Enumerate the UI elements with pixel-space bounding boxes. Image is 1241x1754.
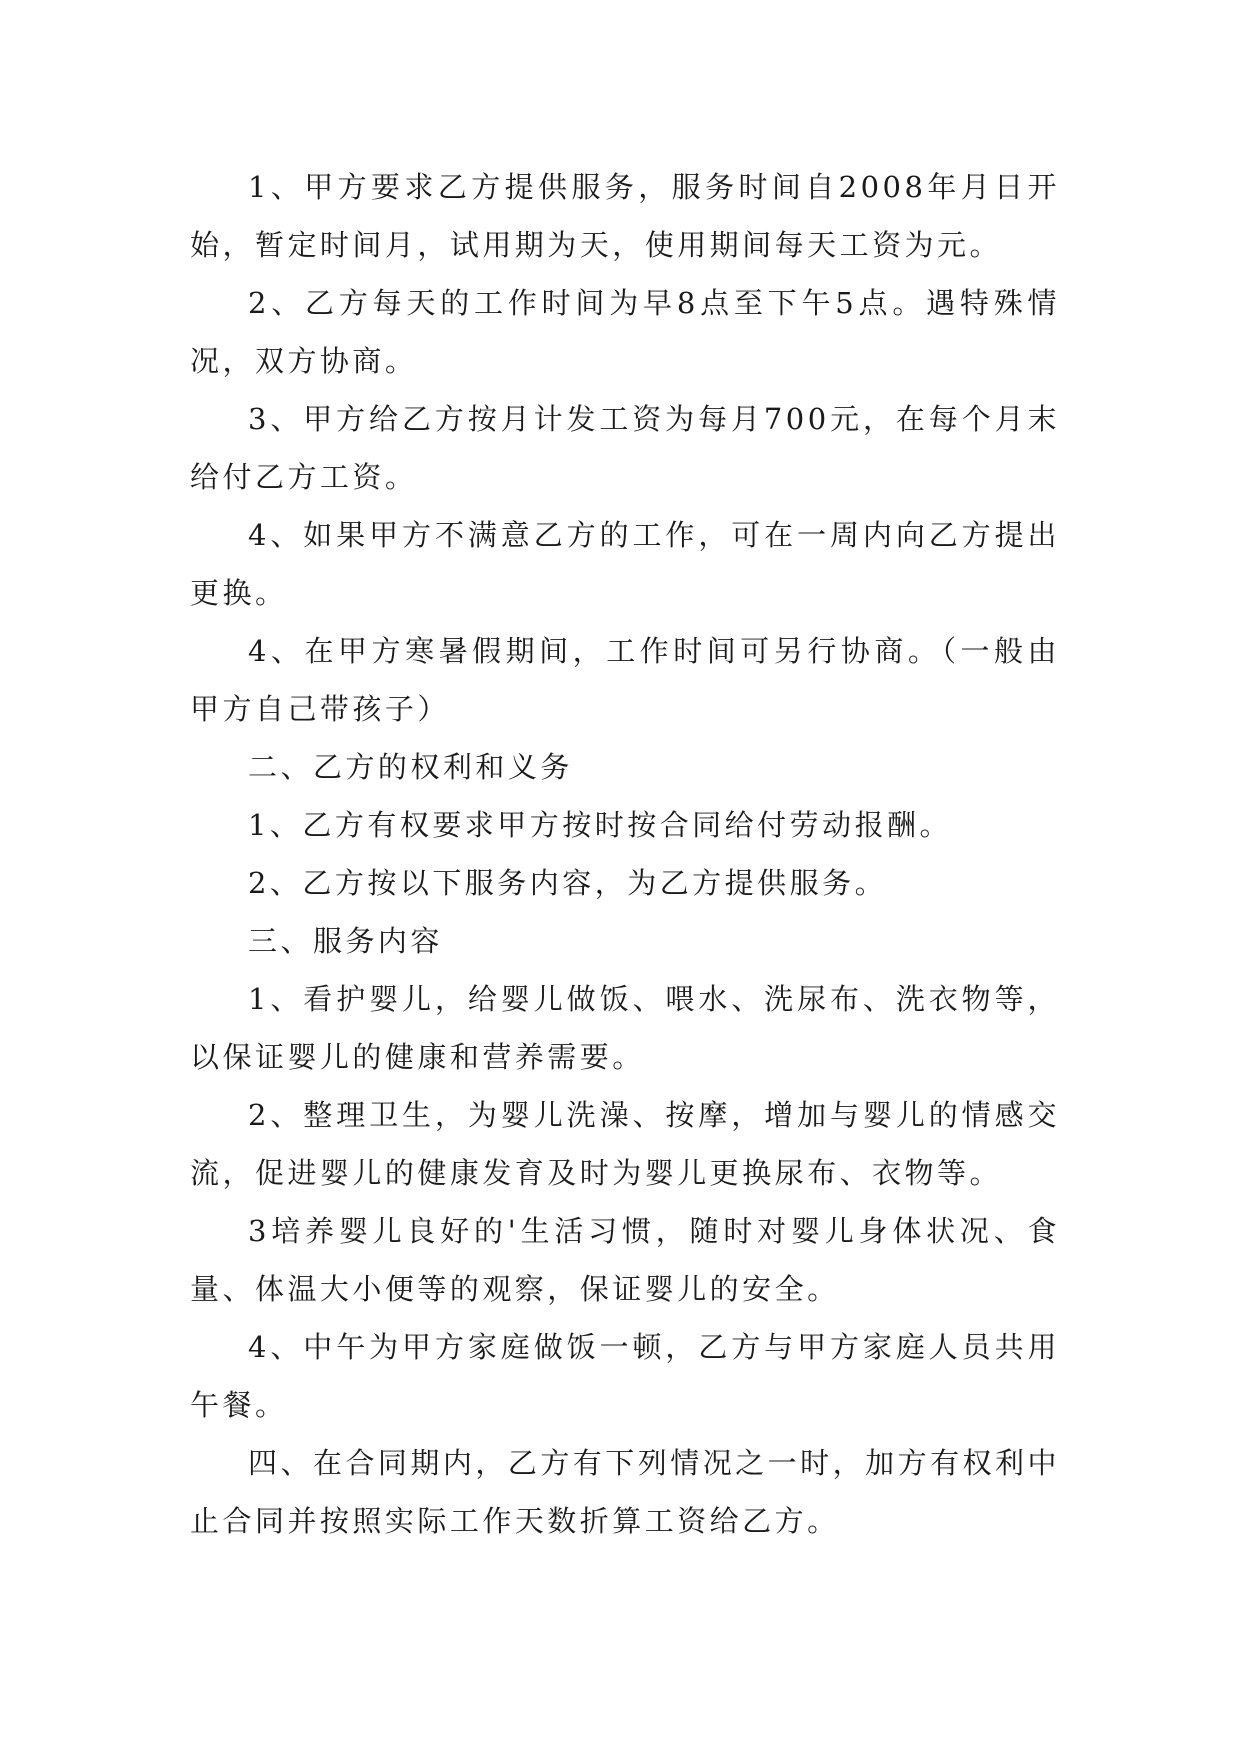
section-heading-rights: 二、乙方的权利和义务: [248, 750, 573, 784]
paragraph-termination: 四、在合同期内，乙方有下列情况之一时，加方有权利中止合同并按照实际工作天数折算工资给乙方。: [190, 1446, 1061, 1538]
paragraph-holiday: 4、在甲方寒暑假期间，工作时间可另行协商。（一般由甲方自己带孩子）: [190, 634, 1060, 726]
document-body: [190, 158, 1060, 1550]
paragraph-right-pay: 1、乙方有权要求甲方按时按合同给付劳动报酬。: [248, 808, 953, 842]
paragraph-care: 1、看护婴儿，给婴儿做饭、喂水、洗尿布、洗衣物等，以保证婴儿的健康和营养需要。: [190, 982, 1060, 1074]
paragraph-habits: 3培养婴儿良好的'生活习惯，随时对婴儿身体状况、食量、体温大小便等的观察，保证婴儿的安全。: [190, 1214, 1060, 1306]
paragraph-provide-service: 2、乙方按以下服务内容，为乙方提供服务。: [248, 866, 888, 900]
paragraph-service-period: 1、甲方要求乙方提供服务，服务时间自2008年月日开始，暂定时间月，试用期为天，使用期间每天工资为元。: [190, 170, 1060, 262]
section-heading-service: 三、服务内容: [248, 924, 443, 958]
paragraph-replacement: 4、如果甲方不满意乙方的工作，可在一周内向乙方提出更换。: [190, 518, 1060, 610]
paragraph-monthly-salary: 3、甲方给乙方按月计发工资为每月700元，在每个月末给付乙方工资。: [190, 402, 1060, 494]
paragraph-working-hours: 2、乙方每天的工作时间为早8点至下午5点。遇特殊情况，双方协商。: [190, 286, 1060, 378]
paragraph-lunch: 4、中午为甲方家庭做饭一顿，乙方与甲方家庭人员共用午餐。: [190, 1330, 1060, 1422]
paragraph-hygiene: 2、整理卫生，为婴儿洗澡、按摩，增加与婴儿的情感交流，促进婴儿的健康发育及时为婴儿更换尿布、衣物等。: [190, 1098, 1060, 1190]
